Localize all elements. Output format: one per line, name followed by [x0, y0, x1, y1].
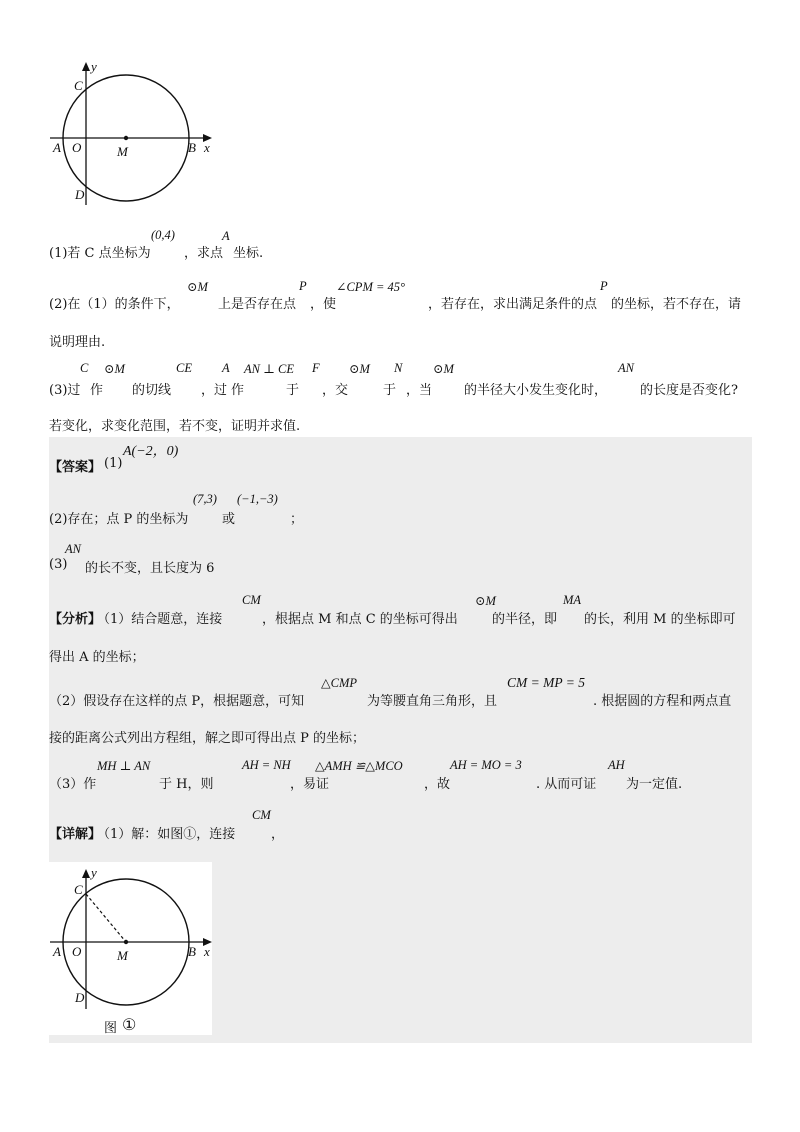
q3-circle-m: ⊙M — [104, 362, 125, 376]
q3-an-perp-ce: AN ⊥ CE — [244, 362, 294, 376]
figure-1-coordinate-circle — [40, 55, 230, 215]
analysis-a3-ah: AH — [608, 758, 625, 772]
q2-line2: 说明理由. — [49, 335, 106, 350]
q2-text3: ，若存在，求出满足条件的点 — [428, 297, 598, 312]
detail-t2: ， — [271, 827, 285, 842]
q3-line2: 若变化，求变化范围，若不变，证明并求值. — [49, 419, 301, 434]
label-m: M — [117, 144, 128, 159]
figure-2-coordinate-circle — [40, 862, 230, 1012]
q1-mid: ，求点 — [184, 246, 224, 261]
analysis-a1-t3: 的半径，即 — [492, 612, 558, 627]
analysis-a3-t3: ，易证 — [290, 777, 330, 792]
label-b: B — [188, 944, 196, 959]
analysis-label: 【分析】 — [49, 612, 102, 627]
q3-jiao: ，交 — [322, 383, 349, 398]
label-d: D — [75, 990, 85, 1005]
q1-point-a: A — [222, 229, 230, 243]
answer-label: 【答案】 — [49, 460, 102, 475]
analysis-a2-eq: CM = MP = 5 — [507, 675, 585, 690]
answer-p3: (3) — [49, 557, 68, 572]
label-c: C — [74, 882, 83, 897]
detail-cm: CM — [252, 808, 271, 822]
q3-f: F — [312, 361, 320, 375]
q2-text4: 的坐标，若不存在，请 — [611, 297, 742, 312]
answer-p3-an: AN — [65, 542, 81, 556]
center-point-m — [124, 940, 128, 944]
analysis-a3-t6: 为一定值. — [626, 777, 683, 792]
q3-yu2: 于 — [383, 383, 397, 398]
q3-guo2: ，过 — [201, 383, 228, 398]
q2-text1: 上是否存在点 — [218, 297, 297, 312]
answer-p1-value: A(−2，0) — [123, 444, 179, 459]
detail-label: 【详解】 — [49, 827, 102, 842]
analysis-a3-eq2: AH = MO = 3 — [450, 758, 522, 772]
analysis-a3-t5: . 从而可证 — [536, 777, 597, 792]
label-c: C — [74, 78, 83, 93]
q1-coord: (0,4) — [151, 228, 175, 242]
analysis-a1-t1: （1）结合题意，连接 — [97, 612, 223, 627]
analysis-a3-t1: （3）作 — [49, 777, 97, 792]
q1-suffix: 坐标. — [233, 246, 264, 261]
label-d: D — [75, 187, 85, 202]
q2-circle-m: ⊙M — [187, 280, 208, 294]
q3-dang: ，当 — [406, 383, 433, 398]
analysis-a2-t2: 为等腰直角三角形，且 — [367, 694, 498, 709]
q3-zuo: 作 — [90, 383, 104, 398]
answer-p2-text: (2)存在；点 P 的坐标为 — [49, 512, 189, 527]
label-x: x — [204, 944, 210, 959]
analysis-a1-line2: 得出 A 的坐标； — [49, 650, 145, 665]
segment-cm-dashed — [86, 894, 126, 942]
q3-ce: CE — [176, 361, 192, 375]
q3-n: N — [394, 361, 403, 375]
q3-a: A — [222, 361, 230, 375]
q3-zuo2: 作 — [231, 383, 245, 398]
analysis-a2-line2: 接的距离公式列出方程组，解之即可得出点 P 的坐标； — [49, 731, 366, 746]
q2-point-p: P — [299, 279, 307, 293]
label-o: O — [72, 140, 82, 155]
figure-2-caption-prefix: 图 — [104, 1021, 118, 1036]
y-axis-arrow — [82, 62, 90, 71]
analysis-a1-cm: CM — [242, 593, 261, 607]
analysis-a3-congruent: △AMH ≌△MCO — [315, 759, 403, 773]
q3-c: C — [80, 361, 89, 375]
analysis-a2-triangle: △CMP — [321, 676, 357, 690]
q3-end: 的长度是否变化? — [640, 383, 738, 398]
label-m: M — [117, 948, 128, 963]
label-x: x — [204, 140, 210, 155]
answer-p2-end: ； — [290, 512, 304, 527]
analysis-a1-circle-m: ⊙M — [475, 594, 496, 608]
answer-p3-text: 的长不变，且长度为 6 — [85, 561, 215, 576]
label-y: y — [91, 865, 97, 880]
detail-t1: （1）解：如图①，连接 — [97, 827, 236, 842]
analysis-a2-t1: （2）假设存在这样的点 P，根据题意，可知 — [49, 694, 305, 709]
analysis-a2-t3: . 根据圆的方程和两点直 — [593, 694, 732, 709]
answer-p2-value1: (7,3) — [193, 492, 217, 506]
center-point-m — [124, 136, 128, 140]
q3-qiexian: 的切线 — [132, 383, 172, 398]
label-y: y — [91, 59, 97, 74]
q3-banjing: 的半径大小发生变化时， — [464, 383, 608, 398]
figure-2-caption-number: ① — [122, 1015, 137, 1034]
answer-p2-or: 或 — [222, 512, 236, 527]
q2-prefix: (2)在（1）的条件下， — [49, 297, 180, 312]
q3-circle-m3: ⊙M — [433, 362, 454, 376]
analysis-a1-t2: ，根据点 M 和点 C 的坐标可得出 — [262, 612, 458, 627]
label-b: B — [188, 140, 196, 155]
y-axis-arrow — [82, 869, 90, 878]
q3-an: AN — [618, 361, 634, 375]
q2-angle: ∠CPM = 45° — [336, 280, 406, 294]
q1-prefix: (1)若 C 点坐标为 — [49, 246, 151, 261]
analysis-a3-t2: 于 H，则 — [159, 777, 214, 792]
analysis-a3-t4: ，故 — [424, 777, 451, 792]
analysis-a1-ma: MA — [563, 593, 582, 607]
answer-p1: (1) — [104, 456, 123, 471]
label-a: A — [53, 944, 61, 959]
q3-guo: (3)过 — [49, 383, 81, 398]
q2-text2: ，使 — [310, 297, 337, 312]
q3-circle-m2: ⊙M — [349, 362, 370, 376]
label-a: A — [53, 140, 61, 155]
answer-p2-value2: (−1,−3) — [237, 492, 278, 506]
label-o: O — [72, 944, 82, 959]
q2-point-p2: P — [600, 279, 608, 293]
analysis-a3-eq1: AH = NH — [242, 758, 291, 772]
q3-yu: 于 — [286, 383, 300, 398]
analysis-a3-perp: MH ⊥ AN — [97, 759, 151, 773]
analysis-a1-t4: 的长，利用 M 的坐标即可 — [584, 612, 736, 627]
